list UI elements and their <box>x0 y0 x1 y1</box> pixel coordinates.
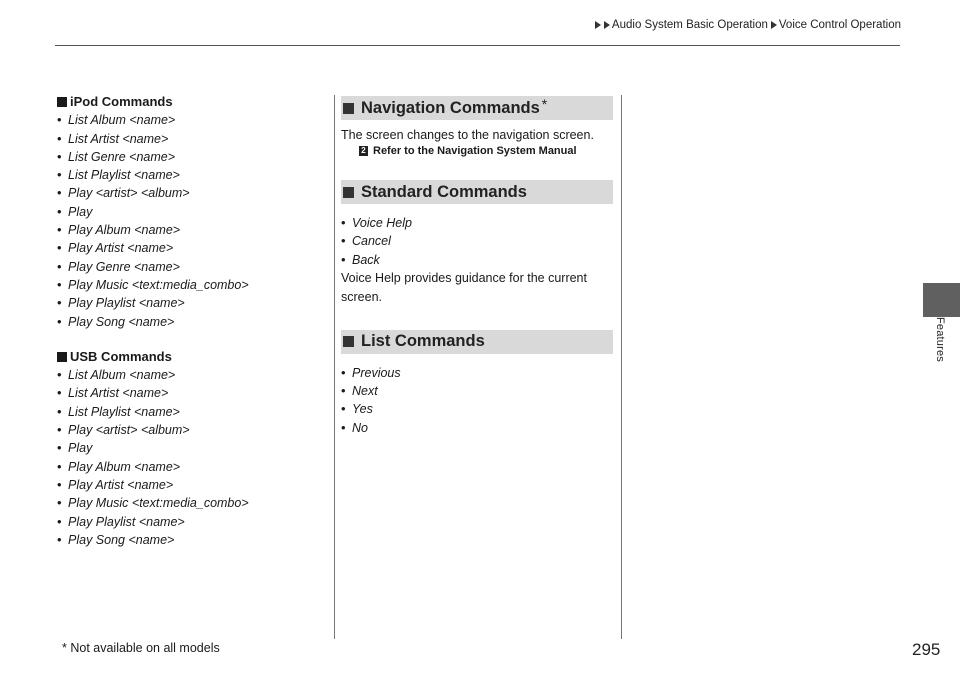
bullet-icon: • <box>57 185 62 201</box>
header-rule <box>55 45 900 46</box>
page-number: 295 <box>912 640 941 659</box>
square-bullet-icon <box>343 187 354 198</box>
list-item <box>57 313 327 331</box>
bullet-icon: • <box>57 130 62 146</box>
list-item <box>57 111 327 129</box>
bullet-icon: • <box>341 215 346 230</box>
navigation-description: The screen changes to the navigation screen. <box>341 128 594 142</box>
command-text: List Album <name> <box>68 368 176 383</box>
list-item <box>57 531 327 549</box>
column-divider <box>621 95 622 639</box>
command-text: Play <box>68 204 93 219</box>
bullet-icon: • <box>341 419 346 435</box>
standard-command-list <box>341 214 613 269</box>
list-item <box>57 276 327 294</box>
list-item <box>57 130 327 148</box>
right-column <box>341 96 613 437</box>
bullet-icon: • <box>57 385 62 401</box>
list-item <box>57 239 327 257</box>
list-item <box>341 251 613 269</box>
list-item <box>341 214 613 232</box>
command-text: Play Song <name> <box>68 532 175 547</box>
bullet-icon: • <box>57 295 62 311</box>
command-text: Play Song <name> <box>68 314 175 329</box>
list-item <box>57 366 327 384</box>
breadcrumb-section[interactable]: Audio System Basic Operation <box>611 19 768 31</box>
bullet-icon: • <box>57 458 62 474</box>
left-column <box>57 93 327 549</box>
triangle-right-icon <box>604 21 610 29</box>
bullet-icon: • <box>57 531 62 547</box>
bullet-icon: • <box>341 364 346 380</box>
list-item <box>341 382 613 400</box>
footnote-star: * <box>541 96 548 112</box>
bullet-icon: • <box>57 222 62 238</box>
list-item <box>57 166 327 184</box>
bullet-icon: • <box>57 367 62 383</box>
breadcrumb-page[interactable]: Voice Control Operation <box>778 19 901 31</box>
bullet-icon: • <box>341 233 346 249</box>
command-text: Play Music <text:media_combo> <box>68 277 249 292</box>
bullet-icon: • <box>57 422 62 438</box>
list-item <box>57 148 327 166</box>
list-command-list <box>341 364 613 437</box>
bullet-icon: • <box>57 240 62 256</box>
usb-commands-heading: USB Commands <box>57 348 327 366</box>
list-item <box>57 294 327 312</box>
footnote: * Not available on all models <box>62 641 220 655</box>
command-text: Play Artist <name> <box>68 477 174 492</box>
command-text: Voice Help <box>352 216 412 230</box>
list-item <box>57 184 327 202</box>
command-text: No <box>352 420 368 435</box>
chapter-label: Features <box>934 317 946 363</box>
bullet-icon: • <box>57 258 62 274</box>
command-text: Play Genre <name> <box>68 259 180 274</box>
bullet-icon: • <box>57 476 62 492</box>
bullet-icon: • <box>57 403 62 419</box>
bullet-icon: • <box>57 513 62 529</box>
navigation-commands-heading: Navigation Commands * <box>341 96 613 120</box>
square-bullet-icon <box>343 103 354 114</box>
command-text: List Playlist <name> <box>68 404 180 419</box>
command-text: List Playlist <name> <box>68 168 180 183</box>
voice-help-description: Voice Help provides guidance for the current screen. <box>341 270 587 304</box>
command-text: List Artist <name> <box>68 131 169 146</box>
bullet-icon: • <box>341 401 346 417</box>
triangle-right-icon <box>771 21 777 29</box>
command-text: List Artist <name> <box>68 386 169 401</box>
ipod-commands-heading: iPod Commands <box>57 93 327 111</box>
list-item <box>57 476 327 494</box>
list-item <box>57 203 327 221</box>
standard-commands-heading: Standard Commands <box>341 180 613 204</box>
bullet-icon: • <box>57 495 62 511</box>
bullet-icon: • <box>57 203 62 219</box>
command-text: Play Playlist <name> <box>68 296 185 311</box>
square-bullet-icon <box>343 336 354 347</box>
command-text: Play <box>68 441 93 456</box>
bullet-icon: • <box>341 251 346 267</box>
command-text: List Genre <name> <box>68 149 176 164</box>
command-text: Play Album <name> <box>68 223 181 238</box>
list-item <box>57 458 327 476</box>
bullet-icon: • <box>57 276 62 292</box>
list-item <box>57 258 327 276</box>
chapter-tab[interactable] <box>923 283 960 317</box>
command-text: Yes <box>352 402 373 417</box>
bullet-icon: • <box>57 167 62 183</box>
bullet-icon: • <box>57 313 62 329</box>
ipod-command-list <box>57 111 327 331</box>
triangle-right-icon <box>595 21 601 29</box>
reference-arrow-icon: 2 <box>359 146 368 156</box>
breadcrumb <box>594 19 901 31</box>
list-item <box>341 419 613 437</box>
usb-command-list <box>57 366 327 549</box>
command-text: Play Artist <name> <box>68 241 174 256</box>
list-item <box>341 400 613 418</box>
bullet-icon: • <box>57 440 62 456</box>
square-bullet-icon <box>57 97 67 107</box>
column-divider <box>334 95 335 639</box>
list-item <box>57 221 327 239</box>
list-item <box>57 403 327 421</box>
square-bullet-icon <box>57 352 67 362</box>
list-item <box>57 494 327 512</box>
list-commands-heading: List Commands <box>341 330 613 354</box>
command-text: Previous <box>352 365 401 380</box>
list-item <box>57 513 327 531</box>
command-text: Next <box>352 384 378 399</box>
bullet-icon: • <box>57 148 62 164</box>
list-item <box>57 384 327 402</box>
list-item <box>341 232 613 250</box>
navigation-manual-reference[interactable]: 2 Refer to the Navigation System Manual <box>359 145 613 157</box>
bullet-icon: • <box>341 383 346 399</box>
command-text: Back <box>352 252 380 267</box>
list-item <box>341 364 613 382</box>
command-text: Play Album <name> <box>68 459 181 474</box>
command-text: Play Music <text:media_combo> <box>68 496 249 511</box>
bullet-icon: • <box>57 112 62 128</box>
list-item <box>57 439 327 457</box>
command-text: Cancel <box>352 234 391 249</box>
command-text: List Album <name> <box>68 113 176 128</box>
command-text: Play <artist> <album> <box>68 186 190 201</box>
list-item <box>57 421 327 439</box>
command-text: Play <artist> <album> <box>68 423 190 438</box>
command-text: Play Playlist <name> <box>68 514 185 529</box>
